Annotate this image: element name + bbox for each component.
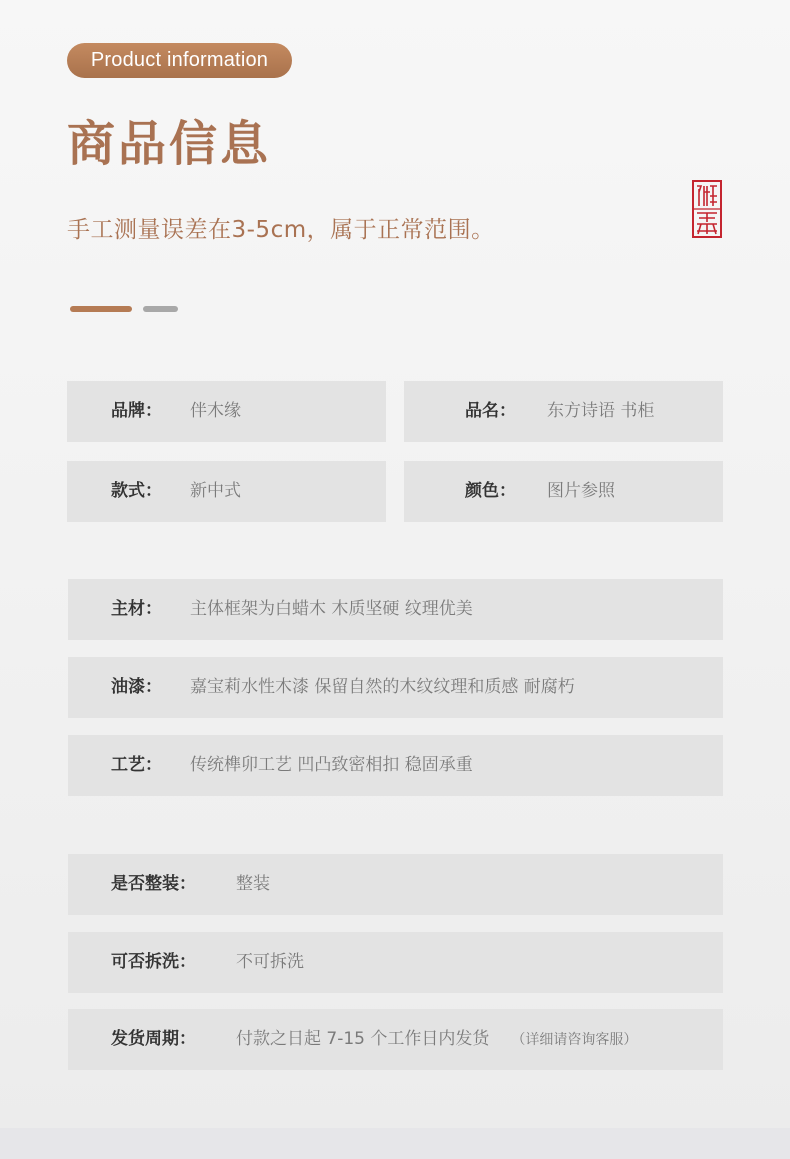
- spec-value: 不可拆洗: [236, 952, 304, 972]
- spec-row-paint: [68, 657, 723, 718]
- spec-value: 嘉宝莉水性木漆 保留自然的木纹纹理和质感 耐腐朽: [190, 677, 575, 697]
- spec-value: 付款之日起 7-15 个工作日内发货: [236, 1029, 490, 1049]
- spec-value: 传统榫卯工艺 凹凸致密相扣 稳固承重: [190, 755, 473, 775]
- measurement-note: 手工测量误差在3-5cm，属于正常范围。: [67, 217, 495, 243]
- spec-label: 品名：: [465, 401, 516, 421]
- spec-row-craft: [68, 735, 723, 796]
- spec-row-assembled: [68, 854, 723, 915]
- bottom-band: [0, 1128, 790, 1159]
- spec-label: 主材：: [111, 599, 162, 619]
- spec-value: 整装: [236, 874, 270, 894]
- spec-label: 颜色：: [465, 481, 516, 501]
- spec-label: 可否拆洗：: [111, 952, 196, 972]
- brand-seal-stamp: [692, 180, 722, 238]
- spec-value: 伴木缘: [190, 401, 241, 421]
- spec-row-washable: [68, 932, 723, 993]
- spec-label: 款式：: [111, 481, 162, 501]
- spec-label: 发货周期：: [111, 1029, 196, 1049]
- spec-row-main-material: [68, 579, 723, 640]
- consult-note: （详细请咨询客服）: [511, 1032, 638, 1048]
- spec-cell-brand: [67, 381, 386, 442]
- product-information-pill: Product information: [67, 43, 292, 78]
- page-title: 商品信息: [67, 116, 272, 172]
- spec-label: 是否整装：: [111, 874, 196, 894]
- spec-cell-color: [404, 461, 723, 522]
- accent-bar-gray: [143, 306, 178, 312]
- spec-label: 工艺：: [111, 755, 162, 775]
- spec-label: 品牌：: [111, 401, 162, 421]
- spec-row-shipping-period: [68, 1009, 723, 1070]
- spec-value: 新中式: [190, 481, 241, 501]
- spec-value: 图片参照: [547, 481, 615, 501]
- spec-cell-style: [67, 461, 386, 522]
- accent-bar-brown: [70, 306, 132, 312]
- spec-cell-product-name: [404, 381, 723, 442]
- spec-value: 主体框架为白蜡木 木质坚硬 纹理优美: [190, 599, 473, 619]
- spec-label: 油漆：: [111, 677, 162, 697]
- spec-value: 东方诗语 书柜: [547, 401, 655, 421]
